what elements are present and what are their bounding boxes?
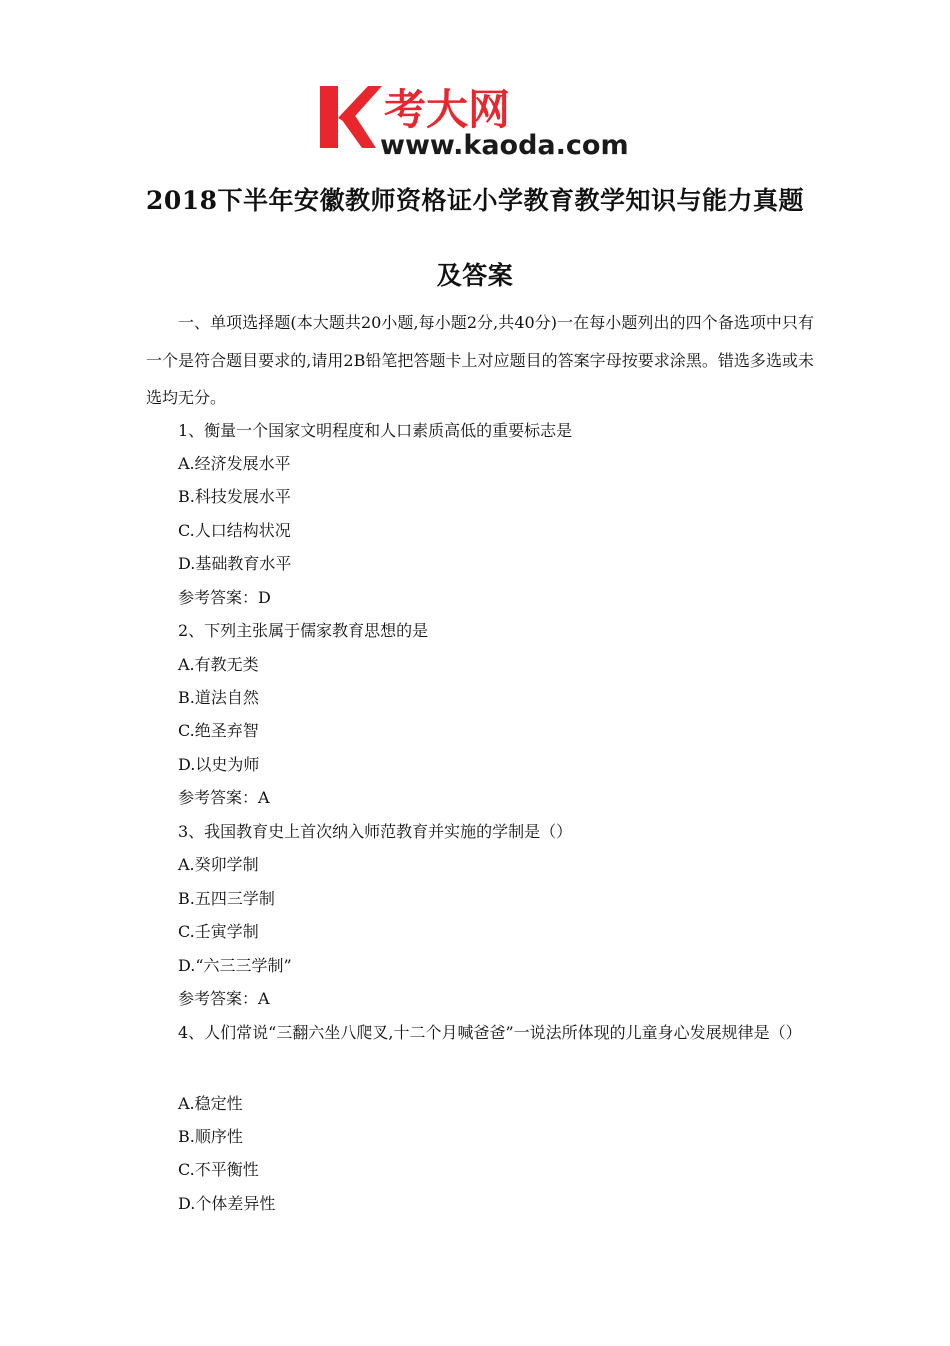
question-1-option-b: B.科技发展水平 — [178, 487, 291, 506]
question-2-stem: 2、下列主张属于儒家教育思想的是 — [178, 621, 429, 640]
question-3-option-b: B.五四三学制 — [178, 889, 275, 908]
k-logo-mark — [320, 86, 382, 148]
question-4-option-a: A.稳定性 — [178, 1094, 243, 1113]
question-4-option-d: D.个体差异性 — [178, 1194, 276, 1213]
logo-brand-text: 考大网 — [384, 85, 511, 134]
question-1-option-a: A.经济发展水平 — [178, 454, 291, 473]
question-2-option-c: C.绝圣弃智 — [178, 721, 259, 740]
question-3-option-c: C.壬寅学制 — [178, 922, 259, 941]
kaoda-logo — [318, 80, 640, 158]
question-3-option-d: D.“六三三学制” — [178, 956, 292, 975]
question-2-option-b: B.道法自然 — [178, 688, 259, 707]
question-4-option-c: C.不平衡性 — [178, 1160, 259, 1179]
logo-url-text: www.kaoda.com — [380, 130, 629, 158]
question-1-option-d: D.基础教育水平 — [178, 554, 292, 573]
question-4-stem: 4、人们常说“三翻六坐八爬叉,十二个月喊爸爸”一说法所体现的儿童身心发展规律是（） — [178, 1023, 802, 1042]
section-intro: 一、单项选择题(本大题共20小题,每小题2分,共40分)一在每小题列出的四个备选项中只有一个是符合题目要求的,请用2B铅笔把答题卡上对应题目的答案字母按要求涂黑。错选多选或未选均无分。 — [146, 313, 814, 407]
question-3-option-a: A.癸卯学制 — [178, 855, 259, 874]
question-1-stem: 1、衡量一个国家文明程度和人口素质高低的重要标志是 — [178, 421, 573, 440]
question-1-option-c: C.人口结构状况 — [178, 521, 291, 540]
page-title-line2: 及答案 — [436, 261, 514, 290]
question-4-option-b: B.顺序性 — [178, 1127, 243, 1146]
question-2-option-a: A.有教无类 — [178, 655, 259, 674]
question-2-option-d: D.以史为师 — [178, 755, 260, 774]
question-3-answer: 参考答案：A — [178, 989, 270, 1008]
question-1-answer: 参考答案：D — [178, 588, 271, 607]
question-2-answer: 参考答案：A — [178, 788, 270, 807]
question-3-stem: 3、我国教育史上首次纳入师范教育并实施的学制是（） — [178, 822, 573, 841]
page-title-line1: 2018下半年安徽教师资格证小学教育教学知识与能力真题 — [145, 186, 805, 215]
